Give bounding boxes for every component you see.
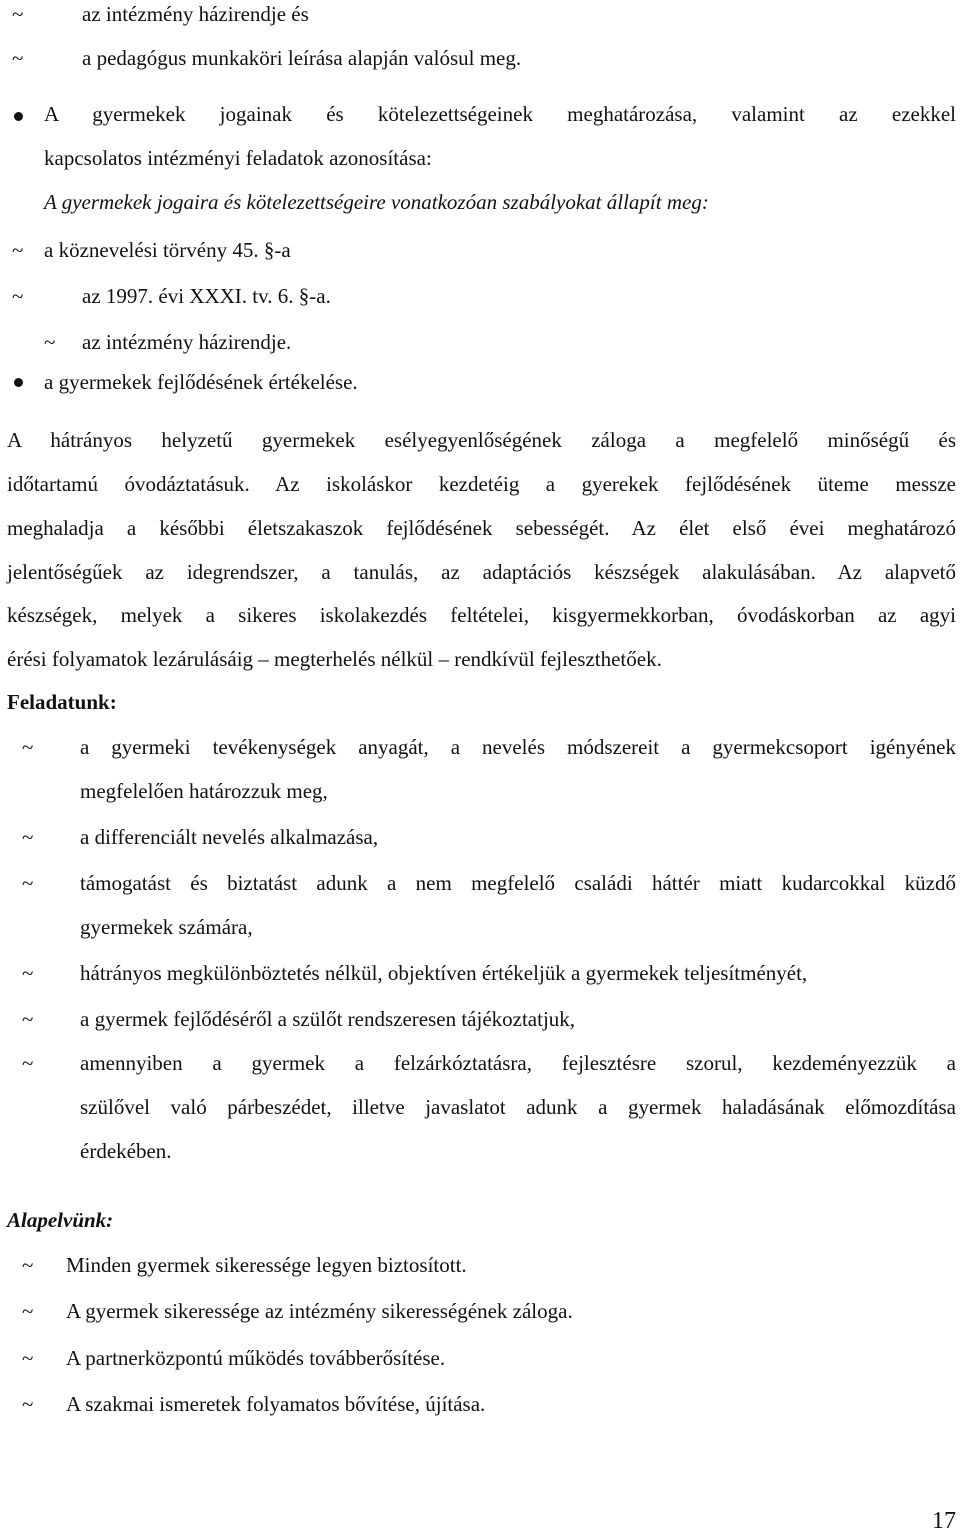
rights-heading-line-1: A gyermekek jogainak és kötelezettségeinek meghatározása, valamint az ezekkel xyxy=(44,102,956,126)
tilde-bullet-icon: ~ xyxy=(22,825,34,849)
task-line: a gyermek fejlődéséről a szülőt rendszeresen tájékoztatjuk, xyxy=(80,1007,576,1031)
task-line: gyermekek számára, xyxy=(80,915,253,939)
list-item: az 1997. évi XXXI. tv. 6. §-a. xyxy=(82,284,331,308)
paragraph-line: jelentőségűek az idegrendszer, a tanulás, az adaptációs készségek alakulásában. Az alapvető xyxy=(7,560,956,584)
tilde-bullet-icon: ~ xyxy=(12,284,24,308)
principle-item: A gyermek sikeressége az intézmény sikerességének záloga. xyxy=(66,1299,573,1323)
evaluation-item: a gyermekek fejlődésének értékelése. xyxy=(44,370,358,394)
task-line: a gyermeki tevékenységek anyagát, a nevelés módszereit a gyermekcsoport igényének xyxy=(80,735,956,759)
tilde-bullet-icon: ~ xyxy=(22,961,34,985)
bullet-icon xyxy=(14,378,23,387)
list-item: az intézmény házirendje és xyxy=(82,2,309,26)
tilde-bullet-icon: ~ xyxy=(22,1253,34,1277)
list-item: az intézmény házirendje. xyxy=(82,330,292,354)
page-number: 17 xyxy=(932,1508,956,1534)
tasks-heading: Feladatunk: xyxy=(7,690,117,714)
paragraph-line: A hátrányos helyzetű gyermekek esélyegyenlőségének záloga a megfelelő minőségű és xyxy=(7,428,956,452)
tilde-bullet-icon: ~ xyxy=(12,2,24,26)
task-line: támogatást és biztatást adunk a nem megfelelő családi háttér miatt kudarcokkal küzdő xyxy=(80,871,956,895)
principles-heading: Alapelvünk: xyxy=(7,1208,114,1232)
bullet-icon xyxy=(14,112,23,121)
list-item: a köznevelési törvény 45. §-a xyxy=(44,238,291,262)
principle-item: A partnerközpontú működés továbberősítése. xyxy=(66,1346,446,1370)
tilde-bullet-icon: ~ xyxy=(12,238,24,262)
task-line: szülővel való párbeszédet, illetve javaslatot adunk a gyermek haladásának előmozdítása xyxy=(80,1095,956,1119)
list-item: a pedagógus munkaköri leírása alapján valósul meg. xyxy=(82,46,522,70)
tilde-bullet-icon: ~ xyxy=(22,735,34,759)
task-line: amennyiben a gyermek a felzárkóztatásra, fejlesztésre szorul, kezdeményezzük a xyxy=(80,1051,956,1075)
tilde-bullet-icon: ~ xyxy=(22,871,34,895)
paragraph-line: meghaladja a későbbi életszakaszok fejlődésének sebességét. Az élet első évei meghatározó xyxy=(7,516,956,540)
rights-heading-line-2: kapcsolatos intézményi feladatok azonosítása: xyxy=(44,146,432,170)
tilde-bullet-icon: ~ xyxy=(44,330,56,354)
principle-item: A szakmai ismeretek folyamatos bővítése, újítása. xyxy=(66,1392,486,1416)
tilde-bullet-icon: ~ xyxy=(22,1392,34,1416)
paragraph-line: időtartamú óvodáztatásuk. Az iskoláskor kezdetéig a gyerekek fejlődésének üteme messze xyxy=(7,472,956,496)
task-line: a differenciált nevelés alkalmazása, xyxy=(80,825,379,849)
principle-item: Minden gyermek sikeressége legyen biztosított. xyxy=(66,1253,467,1277)
tilde-bullet-icon: ~ xyxy=(22,1007,34,1031)
task-line: érdekében. xyxy=(80,1139,172,1163)
rights-italic-line: A gyermekek jogaira és kötelezettségeire vonatkozóan szabályokat állapít meg: xyxy=(44,190,709,214)
tilde-bullet-icon: ~ xyxy=(22,1346,34,1370)
tilde-bullet-icon: ~ xyxy=(22,1299,34,1323)
paragraph-line: érési folyamatok lezárulásáig – megterhelés nélkül – rendkívül fejleszthetőek. xyxy=(7,647,662,671)
task-line: megfelelően határozzuk meg, xyxy=(80,779,328,803)
paragraph-line: készségek, melyek a sikeres iskolakezdés feltételei, kisgyermekkorban, óvodáskorban az agyi xyxy=(7,603,956,627)
tilde-bullet-icon: ~ xyxy=(12,46,24,70)
task-line: hátrányos megkülönböztetés nélkül, objektíven értékeljük a gyermekek teljesítményét, xyxy=(80,961,808,985)
tilde-bullet-icon: ~ xyxy=(22,1051,34,1075)
